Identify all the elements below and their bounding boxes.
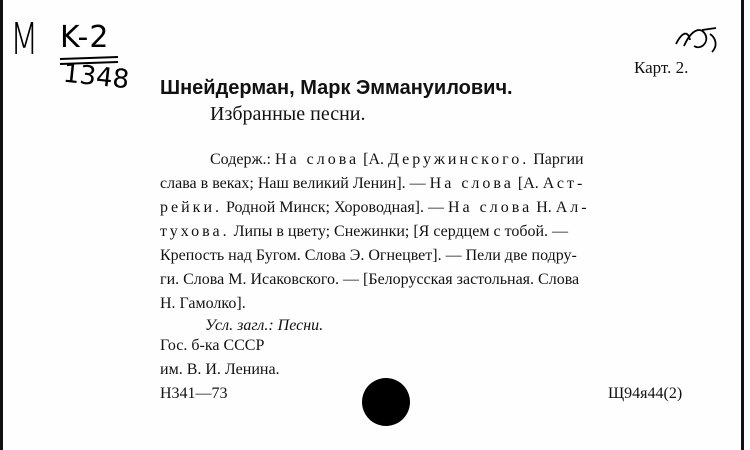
contents-line-2 <box>160 174 585 194</box>
library-name-line-2: им. В. И. Ленина. <box>160 361 280 378</box>
contents-spaced-text: тухова. <box>160 223 230 240</box>
card-number: Карт. 2. <box>634 58 689 77</box>
handwritten-number: 1348 <box>61 58 131 96</box>
author-heading: Шнейдерман, Марк Эммануилович. <box>160 77 513 99</box>
contents-line-1 <box>210 150 584 170</box>
accession-number: Н341—73 <box>160 385 228 402</box>
contents-text: [А. <box>513 175 543 192</box>
contents-text: Паргии <box>529 151 584 168</box>
contents-text: слава в веках; Наш великий Ленин]. — <box>160 175 430 192</box>
contents-spaced-text: На слова <box>274 151 360 168</box>
contents-line-7: Н. Гамолко]. <box>160 295 246 312</box>
contents-text: Родной Минск; Хороводная]. — <box>222 199 448 216</box>
library-name-line-1: Гос. б-ка СССР <box>160 337 265 354</box>
contents-line-4 <box>160 222 568 242</box>
ink-blot <box>362 378 410 426</box>
contents-line-3 <box>160 198 590 218</box>
card-right-edge <box>741 0 744 450</box>
contents-spaced-text: На слова <box>429 175 514 192</box>
contents-line-6: ги. Слова М. Исаковского. — [Белорусская застольная. Слова <box>160 271 580 288</box>
contents-spaced-text: Аст- <box>542 175 586 192</box>
contents-spaced-text: рейки. <box>160 199 222 216</box>
contents-spaced-text: На слова <box>448 199 533 216</box>
work-title: Избранные песни. <box>210 103 366 125</box>
contents-spaced-text: Ал- <box>555 199 590 216</box>
contents-text: [А. <box>359 151 389 168</box>
contents-spaced-text: Деружинского. <box>388 151 530 168</box>
contents-line-5: Крепость над Бугом. Слова Э. Огнецвет]. — Пели две подру- <box>160 247 577 264</box>
classification-code: Щ94я44(2) <box>608 385 683 402</box>
contents-text: Липы в цвету; Снежинки; [Я сердцем с тобой. — <box>229 223 569 240</box>
conventional-title: Усл. загл.: Песни. <box>205 317 324 334</box>
contents-text: Н. <box>532 199 556 216</box>
handwritten-letter: M <box>10 14 39 65</box>
handwritten-scribble <box>672 22 722 58</box>
card-left-edge <box>0 0 3 450</box>
handwritten-code: K-2 <box>60 20 110 55</box>
contents-label: Содерж.: <box>210 151 275 168</box>
